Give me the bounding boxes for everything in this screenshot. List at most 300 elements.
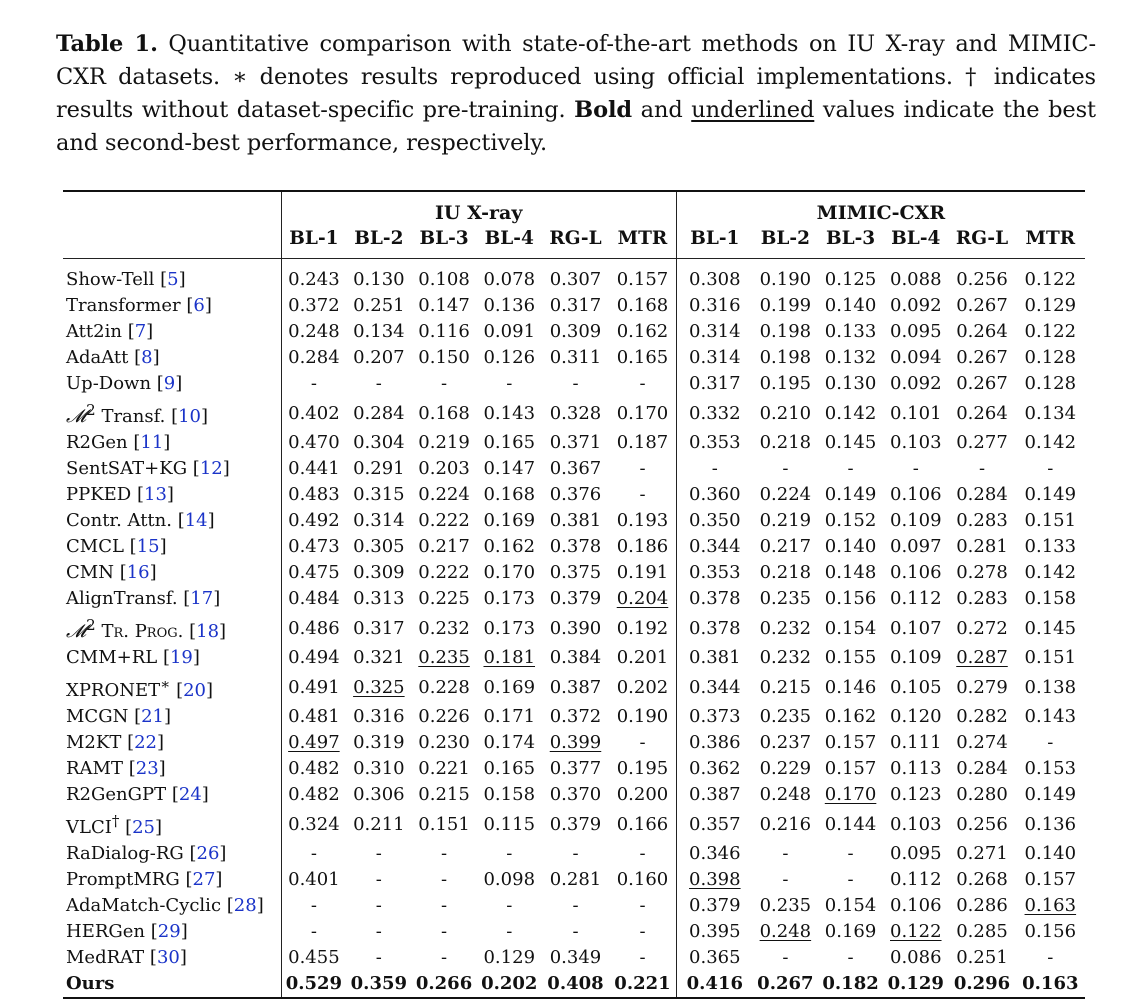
cell-mimic-bl-2	[753, 919, 818, 945]
cell-value: 0.192	[616, 617, 669, 639]
cell-iu-bl-2	[346, 293, 411, 319]
cell-mimic-bl-4	[883, 867, 948, 893]
cell-mimic-bl-3	[818, 319, 883, 345]
cell-value: 0.133	[1024, 536, 1077, 557]
cell-mimic-bl-4	[883, 560, 948, 586]
table-row	[63, 508, 1085, 534]
citation-link[interactable]: 20	[183, 680, 207, 701]
cell-mimic-rg-l	[948, 430, 1015, 456]
cell-value: 0.162	[616, 321, 669, 342]
cell-value: 0.190	[616, 706, 669, 727]
cell-value: 0.154	[824, 617, 877, 639]
cell-mimic-bl-1	[676, 893, 752, 919]
citation: [10]	[171, 406, 209, 427]
cell-iu-rg-l	[542, 841, 609, 867]
table-row	[63, 919, 1085, 945]
citation-link[interactable]: 22	[134, 732, 157, 753]
cell-mimic-mtr	[1016, 841, 1085, 867]
caption-text-1: Quantitative comparison with state-of-the-art methods on IU X-ray and MIMIC-CXR datasets. ∗ denotes results reproduced using official implementations. † indicates results without dataset-specific pre-training.	[56, 31, 1096, 123]
cell-value: 0.256	[956, 813, 1008, 835]
cell-mimic-bl-3	[818, 945, 883, 971]
cell-mimic-bl-4	[883, 586, 948, 612]
citation-link[interactable]: 23	[135, 758, 159, 779]
cell-iu-rg-l	[542, 430, 609, 456]
method-label: M2KT	[66, 732, 128, 753]
cell-mimic-rg-l	[948, 456, 1015, 482]
cell-value: 0.310	[353, 758, 405, 779]
cell-value: 0.248	[288, 321, 340, 342]
cell-mimic-mtr	[1016, 808, 1085, 841]
cell-iu-bl-4	[477, 730, 542, 756]
method-name	[63, 430, 281, 456]
cell-iu-bl-3	[411, 782, 476, 808]
cell-value: -	[441, 843, 448, 864]
cell-value: 0.264	[956, 402, 1008, 424]
cell-mimic-bl-3	[818, 345, 883, 371]
cell-value: 0.113	[890, 758, 942, 779]
cell-value: 0.133	[824, 321, 877, 342]
cell-value: 0.314	[689, 321, 741, 342]
cell-iu-bl-1	[281, 482, 346, 508]
cell-mimic-bl-1	[676, 841, 752, 867]
cell-iu-bl-4	[477, 293, 542, 319]
cell-iu-rg-l	[542, 704, 609, 730]
cell-value: -	[441, 373, 448, 394]
cell-value: 0.309	[549, 321, 602, 342]
citation-link[interactable]: 24	[178, 784, 202, 805]
caption-text-2: and	[632, 97, 692, 123]
method-name	[63, 319, 281, 345]
method-label: MCGN	[66, 706, 135, 727]
cell-value: 0.149	[824, 484, 877, 505]
cell-value: 0.182	[822, 973, 879, 994]
cell-iu-bl-3	[411, 430, 476, 456]
cell-value: 0.122	[1024, 321, 1077, 342]
cell-value: 0.243	[288, 269, 340, 290]
cell-iu-bl-3	[411, 482, 476, 508]
cell-value: 0.169	[483, 510, 536, 531]
cell-value: 0.284	[353, 402, 405, 424]
cell-iu-rg-l	[542, 482, 609, 508]
cell-value: -	[639, 732, 646, 753]
cell-value: 0.274	[956, 732, 1008, 753]
cell-value: -	[375, 843, 382, 864]
cell-value: 0.216	[759, 813, 812, 835]
cell-iu-bl-2	[346, 808, 411, 841]
cell-iu-mtr	[609, 482, 676, 508]
cell-iu-mtr	[609, 293, 676, 319]
cell-mimic-bl-3	[818, 730, 883, 756]
cell-value: -	[847, 458, 854, 479]
cell-mimic-bl-3	[818, 782, 883, 808]
table-row	[63, 756, 1085, 782]
cell-value: 0.282	[956, 706, 1008, 727]
cell-value: 0.237	[759, 732, 812, 753]
cell-value: 0.319	[353, 732, 405, 753]
cell-mimic-bl-3	[818, 508, 883, 534]
cell-iu-bl-2	[346, 319, 411, 345]
cell-value: 0.349	[549, 947, 602, 968]
citation-link[interactable]: 9	[163, 373, 176, 394]
method-name	[63, 371, 281, 397]
cell-value: -	[506, 921, 513, 942]
cell-mimic-bl-3	[818, 645, 883, 671]
header-empty	[63, 191, 281, 226]
method-label: MedRAT	[66, 947, 150, 968]
cell-value: 0.332	[689, 402, 741, 424]
cell-iu-mtr	[609, 259, 676, 294]
citation-link[interactable]: 11	[140, 432, 164, 453]
cell-mimic-bl-3	[818, 397, 883, 430]
method-label: Att2in	[66, 321, 128, 342]
cell-mimic-mtr	[1016, 586, 1085, 612]
citation-link[interactable]: 30	[156, 947, 180, 968]
cell-value: 0.170	[616, 402, 669, 424]
cell-mimic-bl-2	[753, 704, 818, 730]
cell-iu-rg-l	[542, 612, 609, 645]
cell-value: 0.170	[483, 562, 536, 583]
cell-value: 0.455	[288, 947, 340, 968]
cell-mimic-bl-4	[883, 319, 948, 345]
cell-mimic-rg-l	[948, 259, 1015, 294]
method-label: SentSAT+KG	[66, 458, 193, 479]
cell-value: -	[506, 843, 513, 864]
cell-value: 0.387	[689, 784, 741, 805]
cell-value: 0.416	[686, 973, 743, 994]
cell-iu-bl-4	[477, 945, 542, 971]
cell-value: 0.305	[353, 536, 405, 557]
table-row	[63, 371, 1085, 397]
cell-value: 0.171	[483, 706, 536, 727]
cell-mimic-rg-l	[948, 645, 1015, 671]
cell-iu-rg-l	[542, 867, 609, 893]
cell-value: 0.371	[549, 432, 602, 453]
cell-mimic-mtr	[1016, 671, 1085, 704]
cell-mimic-bl-1	[676, 671, 752, 704]
cell-value: 0.101	[890, 402, 942, 424]
cell-value: -	[310, 843, 317, 864]
cell-value: 0.145	[824, 432, 877, 453]
cell-value: -	[1047, 947, 1054, 968]
cell-value: 0.359	[350, 973, 408, 994]
cell-value: -	[639, 458, 646, 479]
cell-value: 0.218	[759, 432, 812, 453]
cell-value: 0.324	[288, 813, 340, 835]
cell-iu-bl-2	[346, 397, 411, 430]
cell-value: 0.091	[483, 321, 536, 342]
cell-value: 0.316	[353, 706, 405, 727]
cell-iu-bl-3	[411, 867, 476, 893]
cell-mimic-bl-4	[883, 397, 948, 430]
citation-link[interactable]: 6	[193, 295, 205, 316]
cell-mimic-bl-3	[818, 971, 883, 998]
citation-link[interactable]: 21	[141, 706, 164, 727]
cell-mimic-rg-l	[948, 482, 1015, 508]
cell-iu-bl-1	[281, 645, 346, 671]
cell-iu-bl-3	[411, 945, 476, 971]
method-label: 𝓜$^2$ Tr. Prog.	[66, 616, 184, 642]
cell-mimic-bl-1	[676, 971, 752, 998]
cell-iu-mtr	[609, 841, 676, 867]
cell-iu-mtr	[609, 560, 676, 586]
cell-mimic-bl-2	[753, 971, 818, 998]
cell-iu-bl-2	[346, 259, 411, 294]
cell-value: 0.105	[890, 676, 942, 698]
cell-value: -	[639, 373, 646, 394]
group-header-iu-xray: IU X-ray	[281, 191, 676, 226]
table-row	[63, 671, 1085, 704]
citation-link[interactable]: 8	[141, 347, 153, 368]
citation-link[interactable]: 12	[199, 458, 223, 479]
cell-iu-mtr	[609, 808, 676, 841]
citation-link[interactable]: 18	[196, 621, 220, 642]
citation-link[interactable]: 16	[126, 562, 150, 583]
cell-mimic-mtr	[1016, 345, 1085, 371]
cell-value: 0.215	[759, 676, 812, 698]
cell-mimic-bl-2	[753, 586, 818, 612]
cell-value: 0.095	[890, 321, 942, 342]
cell-iu-bl-3	[411, 371, 476, 397]
cell-value: 0.497	[288, 732, 340, 753]
cell-mimic-bl-2	[753, 808, 818, 841]
method-name	[63, 919, 281, 945]
cell-value: 0.221	[614, 973, 671, 994]
cell-mimic-mtr	[1016, 645, 1085, 671]
cell-mimic-bl-3	[818, 919, 883, 945]
cell-mimic-bl-3	[818, 756, 883, 782]
cell-value: 0.267	[956, 373, 1008, 394]
cell-mimic-bl-2	[753, 671, 818, 704]
cell-iu-bl-3	[411, 293, 476, 319]
method-label: AlignTransf.	[66, 588, 184, 609]
table-row	[63, 259, 1085, 294]
cell-value: -	[572, 921, 579, 942]
citation-link[interactable]: 28	[233, 895, 257, 916]
citation-link[interactable]: 10	[178, 406, 202, 427]
cell-mimic-bl-2	[753, 259, 818, 294]
citation-link[interactable]: 29	[157, 921, 181, 942]
cell-mimic-bl-4	[883, 456, 948, 482]
cell-iu-bl-2	[346, 508, 411, 534]
method-name	[63, 945, 281, 971]
citation-link[interactable]: 15	[136, 536, 160, 557]
cell-value: -	[375, 869, 382, 890]
cell-mimic-mtr	[1016, 612, 1085, 645]
method-name	[63, 560, 281, 586]
cell-value: 0.107	[890, 617, 942, 639]
method-name	[63, 867, 281, 893]
citation-link[interactable]: 14	[184, 510, 208, 531]
cell-value: 0.280	[956, 784, 1008, 805]
cell-mimic-bl-2	[753, 945, 818, 971]
cell-value: 0.272	[956, 617, 1008, 639]
citation-link[interactable]: 7	[134, 321, 147, 342]
cell-mimic-mtr	[1016, 756, 1085, 782]
cell-iu-rg-l	[542, 919, 609, 945]
cell-value: 0.147	[418, 295, 470, 316]
cell-value: 0.379	[549, 813, 602, 835]
citation: [9]	[156, 373, 183, 394]
table-row	[63, 945, 1085, 971]
cell-iu-bl-4	[477, 586, 542, 612]
cell-value: 0.287	[956, 647, 1008, 668]
cell-iu-bl-4	[477, 971, 542, 998]
cell-value: 0.379	[549, 588, 602, 609]
cell-value: 0.165	[483, 432, 536, 453]
cell-value: 0.402	[288, 402, 340, 424]
cell-iu-bl-1	[281, 730, 346, 756]
cell-value: 0.200	[616, 784, 669, 805]
cell-value: 0.130	[824, 373, 877, 394]
cell-mimic-bl-4	[883, 645, 948, 671]
cell-value: 0.251	[353, 295, 405, 316]
cell-value: 0.146	[824, 676, 877, 698]
cell-value: 0.151	[1024, 510, 1077, 531]
cell-mimic-mtr	[1016, 456, 1085, 482]
cell-iu-mtr	[609, 612, 676, 645]
cell-value: 0.157	[616, 269, 669, 290]
cell-value: 0.132	[824, 347, 877, 368]
citation-link[interactable]: 25	[132, 817, 156, 838]
cell-value: 0.492	[288, 510, 340, 531]
citation-link[interactable]: 17	[190, 588, 214, 609]
cell-value: 0.381	[549, 510, 602, 531]
cell-mimic-rg-l	[948, 945, 1015, 971]
cell-value: 0.148	[824, 562, 877, 583]
cell-mimic-bl-3	[818, 293, 883, 319]
metric-header-iu-mtr: MTR	[617, 228, 668, 249]
cell-iu-bl-2	[346, 730, 411, 756]
citation: [29]	[150, 921, 188, 942]
cell-value: 0.384	[549, 647, 602, 668]
cell-value: 0.401	[288, 869, 340, 890]
cell-value: 0.191	[616, 562, 669, 583]
cell-value: 0.170	[824, 784, 877, 805]
cell-iu-bl-2	[346, 919, 411, 945]
cell-mimic-bl-1	[676, 919, 752, 945]
method-name	[63, 730, 281, 756]
cell-value: 0.211	[353, 813, 405, 835]
cell-value: 0.129	[483, 947, 536, 968]
cell-mimic-mtr	[1016, 782, 1085, 808]
cell-value: 0.377	[549, 758, 602, 779]
cell-value: 0.268	[956, 869, 1008, 890]
cell-iu-bl-2	[346, 586, 411, 612]
cell-value: 0.103	[890, 432, 942, 453]
table-row	[63, 645, 1085, 671]
cell-value: 0.157	[824, 732, 877, 753]
cell-value: 0.372	[549, 706, 602, 727]
cell-value: 0.222	[418, 510, 470, 531]
cell-value: -	[639, 484, 646, 505]
caption-bold-word: Bold	[574, 97, 633, 123]
cell-value: 0.264	[956, 321, 1008, 342]
cell-iu-rg-l	[542, 586, 609, 612]
cell-value: -	[847, 869, 854, 890]
citation-link[interactable]: 27	[192, 869, 216, 890]
cell-iu-bl-1	[281, 841, 346, 867]
cell-mimic-rg-l	[948, 612, 1015, 645]
cell-iu-rg-l	[542, 808, 609, 841]
cell-value: -	[506, 895, 513, 916]
cell-iu-bl-2	[346, 430, 411, 456]
cell-value: 0.173	[483, 617, 536, 639]
cell-iu-mtr	[609, 945, 676, 971]
method-name	[63, 482, 281, 508]
cell-value: 0.136	[483, 295, 536, 316]
table-body	[63, 259, 1085, 999]
citation-link[interactable]: 26	[196, 843, 220, 864]
cell-value: 0.143	[1024, 706, 1077, 727]
cell-mimic-bl-2	[753, 730, 818, 756]
cell-value: -	[441, 921, 448, 942]
method-label: AdaAtt	[66, 347, 135, 368]
cell-iu-bl-2	[346, 456, 411, 482]
cell-mimic-rg-l	[948, 345, 1015, 371]
cell-iu-bl-1	[281, 782, 346, 808]
method-name	[63, 841, 281, 867]
metric-header-row	[63, 226, 1085, 259]
citation-link[interactable]: 5	[167, 269, 179, 290]
cell-mimic-bl-1	[676, 482, 752, 508]
cell-iu-bl-1	[281, 345, 346, 371]
cell-value: -	[375, 921, 382, 942]
cell-iu-bl-4	[477, 560, 542, 586]
cell-value: 0.094	[890, 347, 942, 368]
cell-mimic-bl-1	[676, 808, 752, 841]
cell-value: 0.174	[483, 732, 536, 753]
cell-value: 0.235	[759, 706, 812, 727]
cell-mimic-mtr	[1016, 704, 1085, 730]
cell-iu-mtr	[609, 345, 676, 371]
cell-value: 0.125	[824, 269, 877, 290]
cell-value: 0.088	[890, 269, 942, 290]
cell-value: -	[441, 947, 448, 968]
cell-mimic-bl-3	[818, 560, 883, 586]
cell-value: 0.156	[824, 588, 877, 609]
citation-link[interactable]: 13	[144, 484, 167, 505]
cell-value: 0.140	[1024, 843, 1077, 864]
cell-value: 0.149	[1024, 484, 1077, 505]
cell-value: 0.224	[418, 484, 470, 505]
cell-iu-mtr	[609, 704, 676, 730]
cell-mimic-bl-3	[818, 371, 883, 397]
cell-value: 0.304	[353, 432, 405, 453]
method-label: XPRONET∗	[66, 675, 171, 701]
citation: [18]	[189, 621, 227, 642]
cell-mimic-bl-4	[883, 841, 948, 867]
citation-link[interactable]: 19	[169, 647, 193, 668]
method-label: 𝓜$^2$ Transf.	[66, 401, 172, 427]
cell-value: 0.313	[353, 588, 405, 609]
cell-iu-bl-1	[281, 293, 346, 319]
method-name	[63, 756, 281, 782]
cell-iu-bl-2	[346, 756, 411, 782]
cell-value: -	[506, 373, 513, 394]
table-row	[63, 319, 1085, 345]
cell-value: 0.248	[759, 921, 812, 942]
cell-mimic-bl-4	[883, 671, 948, 704]
cell-value: -	[639, 921, 646, 942]
cell-mimic-bl-4	[883, 482, 948, 508]
cell-mimic-bl-1	[676, 430, 752, 456]
cell-iu-mtr	[609, 586, 676, 612]
cell-mimic-bl-2	[753, 893, 818, 919]
citation: [17]	[183, 588, 221, 609]
cell-value: 0.386	[689, 732, 741, 753]
cell-mimic-mtr	[1016, 919, 1085, 945]
cell-value: 0.362	[689, 758, 741, 779]
